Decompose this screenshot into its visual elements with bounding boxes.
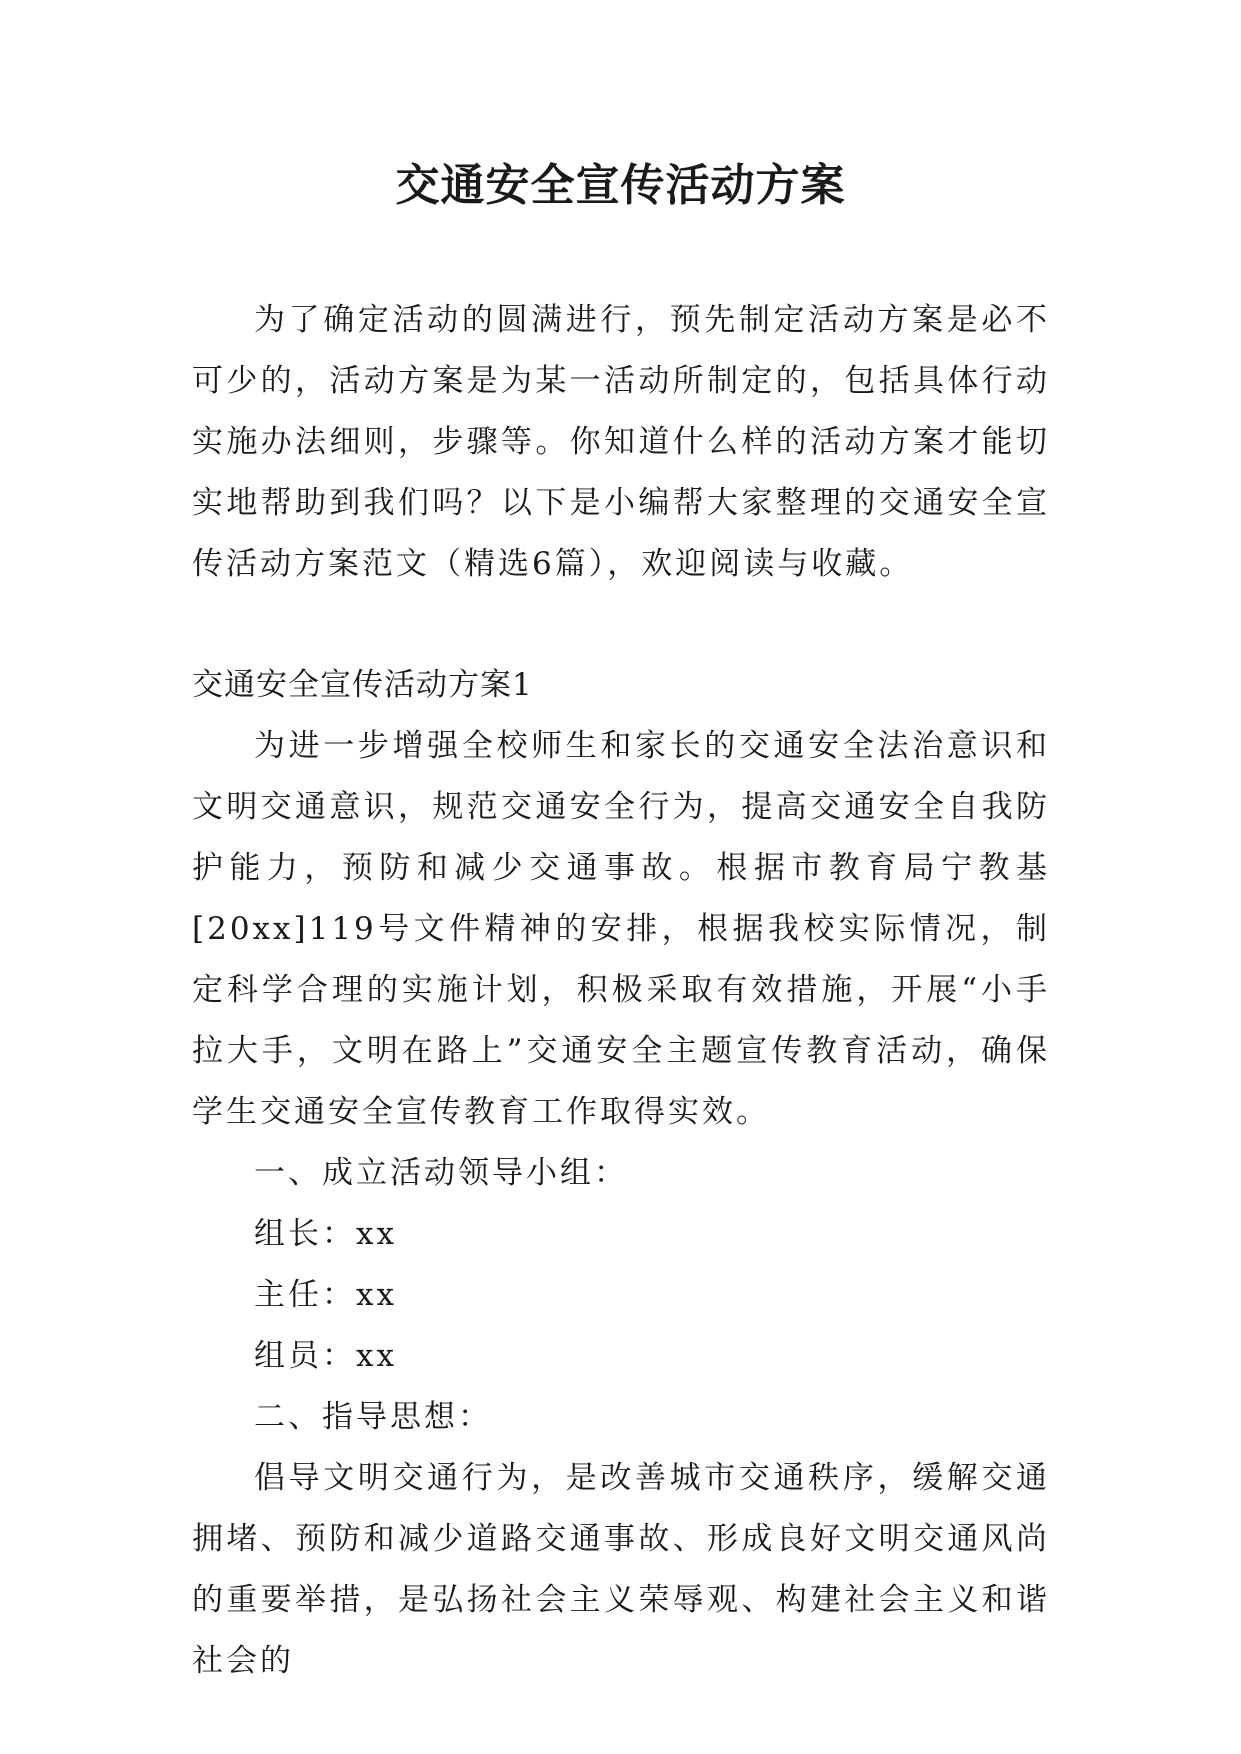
leader-line: 组长：xx — [254, 1216, 397, 1252]
intro-paragraph: 为了确定活动的圆满进行，预先制定活动方案是必不可少的，活动方案是为某一活动所制定的，包括具体行动实施办法细则，步骤等。你知道什么样的活动方案才能切实地帮助到我们吗？以下是小编帮大家整理的交通安全宣传活动方案范文（精选6篇），欢迎阅读与收藏。 — [192, 302, 1050, 582]
guiding-paragraph: 倡导文明交通行为，是改善城市交通秩序，缓解交通拥堵、预防和减少道路交通事故、形成良好文明交通风尚的重要举措，是弘扬社会主义荣辱观、构建社会主义和谐社会的 — [192, 1460, 1050, 1679]
document-body — [192, 290, 1050, 1692]
section-heading: 交通安全宣传活动方案1 — [192, 667, 533, 703]
list-heading-two: 二、指导思想： — [254, 1399, 492, 1435]
list-heading-one: 一、成立活动领导小组： — [254, 1155, 628, 1191]
section-paragraph: 为进一步增强全校师生和家长的交通安全法治意识和文明交通意识，规范交通安全行为，提高交通安全自我防护能力，预防和减少交通事故。根据市教育局宁教基[20xx]119号文件精神的安排，根据我校实际情况，制定科学合理的实施计划，积极采取有效措施，开展“小手拉大手，文明在路上”交通安全主题宣传教育活动，确保学生交通安全宣传教育工作取得实效。 — [192, 728, 1050, 1130]
director-line: 主任：xx — [254, 1277, 397, 1313]
section-spacer — [192, 595, 1050, 655]
member-line: 组员：xx — [254, 1338, 397, 1374]
document-title: 交通安全宣传活动方案 — [395, 160, 846, 211]
